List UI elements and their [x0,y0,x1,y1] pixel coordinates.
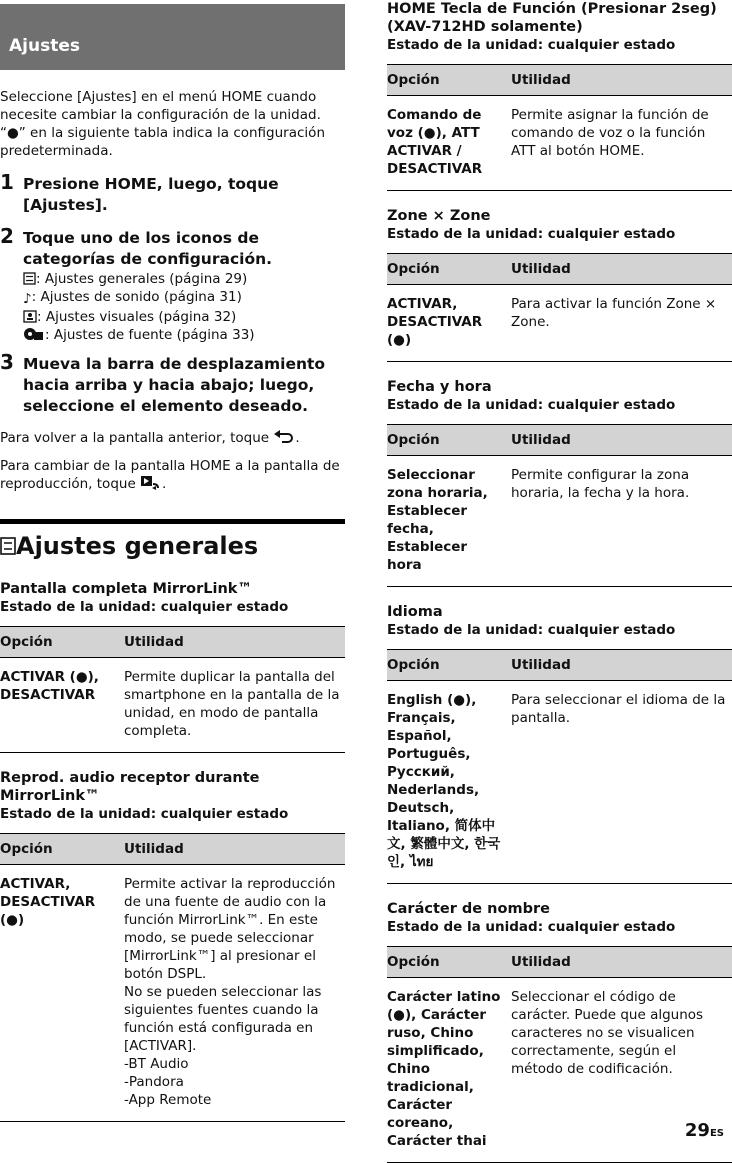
step-2 [0,224,345,344]
music-note-icon: ♪ [23,291,32,307]
table-row: Seleccionar zona horaria, Establecer fecha, Establecer hora Permite configurar la zona horaria, la fecha y la hora. [387,456,732,587]
table-row: English (●), Français, Español, Português, Русский, Nederlands, Deutsch, Italiano, 简体中文, 繁體中文, 한국인, ไทย Para seleccionar el idioma de la pantalla. [387,681,732,884]
banner-title: Ajustes [9,36,80,56]
section-mirrorlink-audio: Reprod. audio receptor durante MirrorLink™ Estado de la unidad: cualquier estado Opción Utilidad ACTIVAR, DESACTIVAR (●) Permite activar la reproducción de una fuente de audio con la función MirrorLink™. En este modo, se puede seleccionar [MirrorLink™] al presionar el botón DSPL. No se pueden seleccionar las siguientes fuentes cuando la función está configurada en [ACTIVAR]. -BT Audio -Pandora -App Remote [0,769,345,1122]
step-text: Mueva la barra de desplazamiento hacia arriba y hacia abajo; luego, seleccione el elemento deseado. [23,355,326,415]
step-number: 3 [0,350,14,374]
settings-table: Opción Utilidad Carácter latino (●), Carácter ruso, Chino simplificado, Chino tradicional, Carácter coreano, Carácter thai Seleccionar el código de carácter. Puede que algunos caracteres no se visualicen correctamente, según el método de codificación. [387,946,732,1163]
general-settings-heading: Ajustes generales [0,519,345,562]
category-list [23,270,345,344]
back-note: Para volver a la pantalla anterior, toque . [0,430,300,446]
step-text: Toque uno de los iconos de categorías de configuración. [23,229,273,268]
section-zone-zone: Zone × Zone Estado de la unidad: cualquier estado Opción Utilidad ACTIVAR, DESACTIVAR (●) Para activar la función Zone × Zone. [387,207,732,362]
right-column [387,0,732,1163]
category-visual: : Ajustes visuales (página 32) [23,308,345,326]
step-number: 1 [0,170,14,194]
intro-text: Seleccione [Ajustes] en el menú HOME cuando necesite cambiar la configuración de la unidad. “●” en la siguiente tabla indica la configuración predeterminada. [0,89,325,159]
settings-table: Opción Utilidad English (●), Français, Español, Português, Русский, Nederlands, Deutsch, Italiano, 简体中文, 繁體中文, 한국인, ไทย Para seleccionar el idioma de la pantalla. [387,649,732,884]
step-3 [0,350,345,417]
settings-table: Opción Utilidad ACTIVAR, DESACTIVAR (●) Permite activar la reproducción de una fuente de audio con la función MirrorLink™. En este modo, se puede seleccionar [MirrorLink™] al presionar el botón DSPL. No se pueden seleccionar las siguientes fuentes cuando la función está configurada en [ACTIVAR]. -BT Audio -Pandora -App Remote [0,833,345,1122]
general-settings-icon [0,537,16,555]
settings-banner [0,4,345,70]
table-row: ACTIVAR, DESACTIVAR (●) Permite activar la reproducción de una fuente de audio con la función MirrorLink™. En este modo, se puede seleccionar [MirrorLink™] al presionar el botón DSPL. No se pueden seleccionar las siguientes fuentes cuando la función está configurada en [ACTIVAR]. -BT Audio -Pandora -App Remote [0,865,345,1122]
step-1 [0,170,345,216]
section-date-time: Fecha y hora Estado de la unidad: cualquier estado Opción Utilidad Seleccionar zona horaria, Establecer fecha, Establecer hora Permite configurar la zona horaria, la fecha y la hora. [387,378,732,587]
table-row: Carácter latino (●), Carácter ruso, Chino simplificado, Chino tradicional, Carácter coreano, Carácter thai Seleccionar el código de carácter. Puede que algunos caracteres no se visualicen correctamente, según el método de codificación. [387,978,732,1163]
section-home-key: HOME Tecla de Función (Presionar 2seg) (XAV-712HD solamente) Estado de la unidad: cualquier estado Opción Utilidad Comando de voz (●), ATT ACTIVAR / DESACTIVAR Permite asignar la función de comando de voz o la función ATT al botón HOME. [387,0,732,191]
general-settings-icon [23,272,36,285]
section-mirrorlink-fullscreen: Pantalla completa MirrorLink™ Estado de la unidad: cualquier estado Opción Utilidad ACTIVAR (●), DESACTIVAR Permite duplicar la pantalla del smartphone en la pantalla de la unidad, en modo de pantalla completa. [0,580,345,753]
table-row: ACTIVAR (●), DESACTIVAR Permite duplicar la pantalla del smartphone en la pantalla de la unidad, en modo de pantalla completa. [0,658,345,753]
playback-screen-icon [140,475,162,490]
visual-settings-icon [23,310,37,323]
section-name-character: Carácter de nombre Estado de la unidad: cualquier estado Opción Utilidad Carácter latino (●), Carácter ruso, Chino simplificado, Chino tradicional, Carácter coreano, Carácter thai Seleccionar el código de carácter. Puede que algunos caracteres no se visualicen correctamente, según el método de codificación. [387,900,732,1163]
step-number: 2 [0,224,14,248]
category-sound: ♪: Ajustes de sonido (página 31) [23,289,242,307]
home-note: Para cambiar de la pantalla HOME a la pantalla de reproducción, toque . [0,458,340,492]
table-row: Comando de voz (●), ATT ACTIVAR / DESACTIVAR Permite asignar la función de comando de voz o la función ATT al botón HOME. [387,96,732,191]
category-general: : Ajustes generales (página 29) [23,270,345,288]
table-row: ACTIVAR, DESACTIVAR (●) Para activar la función Zone × Zone. [387,285,732,362]
settings-table: Opción Utilidad Comando de voz (●), ATT ACTIVAR / DESACTIVAR Permite asignar la función de comando de voz o la función ATT al botón HOME. [387,64,732,191]
step-text: Presione HOME, luego, toque [Ajustes]. [23,175,279,214]
category-source: : Ajustes de fuente (página 33) [23,326,345,344]
left-column [0,0,345,1122]
source-settings-icon [23,327,45,341]
settings-table: Opción Utilidad Seleccionar zona horaria, Establecer fecha, Establecer hora Permite configurar la zona horaria, la fecha y la hora. [387,424,732,587]
page-number: 29ES [684,1120,724,1141]
back-arrow-icon [273,430,295,444]
section-language: Idioma Estado de la unidad: cualquier estado Opción Utilidad English (●), Français, Español, Português, Русский, Nederlands, Deutsch, Italiano, 简体中文, 繁體中文, 한국인, ไทย Para seleccionar el idioma de la pantalla. [387,603,732,884]
settings-table: Opción Utilidad ACTIVAR, DESACTIVAR (●) Para activar la función Zone × Zone. [387,253,732,362]
settings-table: Opción Utilidad ACTIVAR (●), DESACTIVAR Permite duplicar la pantalla del smartphone en la pantalla de la unidad, en modo de pantalla completa. [0,626,345,753]
